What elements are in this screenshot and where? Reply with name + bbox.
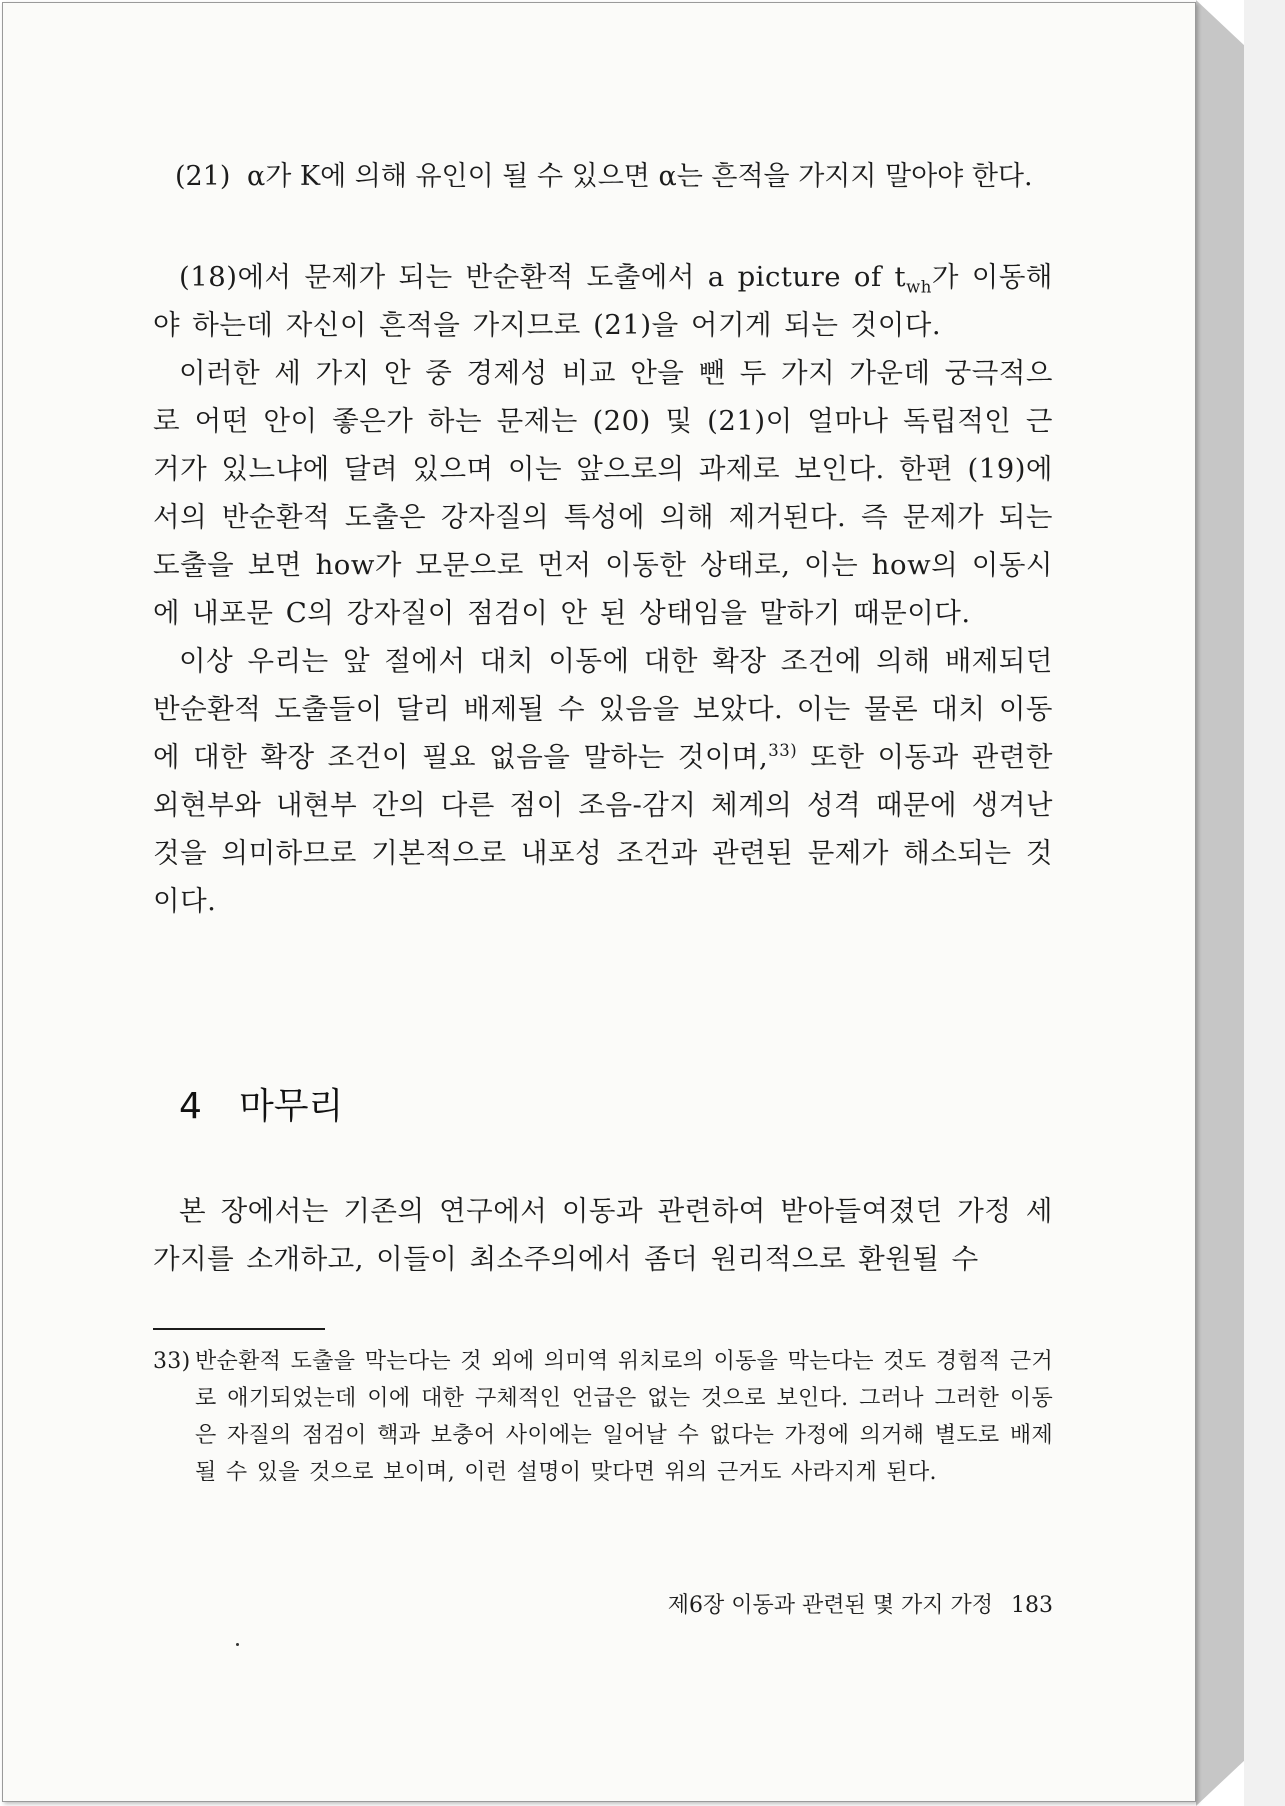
footnote-text: 반순환적 도출을 막는다는 것 외에 의미역 위치로의 이동을 막는다는 것도 경험적 근거로 애기되었는데 이에 대한 구체적인 언급은 없는 것으로 보인다. 그러나 그러한 이동은 자질의 점검이 핵과 보충어 사이에는 일어날 수 없다는 가정에 의거해 별도로 배제될 수 있을 것으로 보이며, 이런 설명이 맞다면 위의 근거도 사라지게 된다. xyxy=(195,1349,1053,1485)
footnote-mark: 33) xyxy=(153,1349,191,1374)
paragraph-1 xyxy=(153,253,1053,349)
footnote xyxy=(153,1343,1053,1491)
wh-subscript: wh xyxy=(906,277,932,297)
example-text: α가 K에 의해 유인이 될 수 있으면 α는 흔적을 가지지 말아야 한다. xyxy=(247,161,1033,192)
example-number: (21) xyxy=(175,161,231,192)
book-page xyxy=(2,2,1196,1802)
speck-mark xyxy=(236,1643,239,1646)
paragraph-1-text-a: (18)에서 문제가 되는 반순환적 도출에서 a picture of t xyxy=(179,261,907,293)
paragraph-1-text-b: 가 이동해야 하는데 자신이 흔적을 가지므로 (21)을 어기게 되는 것이다. xyxy=(153,261,1053,341)
numbered-example xyxy=(175,153,1055,201)
page-edge-shadow xyxy=(1244,0,1285,1806)
footnote-divider xyxy=(153,1328,325,1330)
paragraph-2: 이러한 세 가지 안 중 경제성 비교 안을 뺀 두 가지 가운데 궁극적으로 어떤 안이 좋은가 하는 문제는 (20) 및 (21)이 얼마나 독립적인 근거가 있느냐에 달려 있으며 이는 앞으로의 과제로 보인다. 한편 (19)에서의 반순환적 도출은 강자질의 특성에 의해 제거된다. 즉 문제가 되는 도출을 보면 how가 모문으로 먼저 이동한 상태로, 이는 how의 이동시에 내포문 C의 강자질이 점검이 안 된 상태임을 말하기 때문이다. xyxy=(153,357,1053,629)
body-text xyxy=(153,253,1053,925)
paragraph-3 xyxy=(153,637,1053,925)
section-number: 4 xyxy=(179,1086,202,1127)
chapter-title: 제6장 이동과 관련된 몇 가지 가정 xyxy=(667,1593,993,1618)
paragraph-3-text-b: 또한 이동과 관련한 외현부와 내현부 간의 다른 점이 조음-감지 체계의 성격 때문에 생겨난 것을 의미하므로 기본적으로 내포성 조건과 관련된 문제가 해소되는 것이다. xyxy=(153,741,1053,917)
paragraph-3-text-a: 이상 우리는 앞 절에서 대치 이동에 대한 확장 조건에 의해 배제되던 반순환적 도출들이 달리 배제될 수 있음을 보았다. 이는 물론 대치 이동에 대한 확장 조건이 필요 없음을 말하는 것이며, xyxy=(153,645,1053,773)
page-number: 183 xyxy=(1011,1593,1053,1618)
section-paragraph: 본 장에서는 기존의 연구에서 이동과 관련하여 받아들여졌던 가정 세 가지를 소개하고, 이들이 최소주의에서 좀더 원리적으로 환원될 수 xyxy=(153,1195,1053,1275)
book-spine xyxy=(1196,0,1244,1806)
running-footer xyxy=(603,1588,1053,1624)
section-heading xyxy=(179,1079,343,1135)
section-body xyxy=(153,1187,1053,1283)
section-title: 마무리 xyxy=(239,1086,344,1127)
footnote-reference[interactable]: 33) xyxy=(768,740,798,760)
